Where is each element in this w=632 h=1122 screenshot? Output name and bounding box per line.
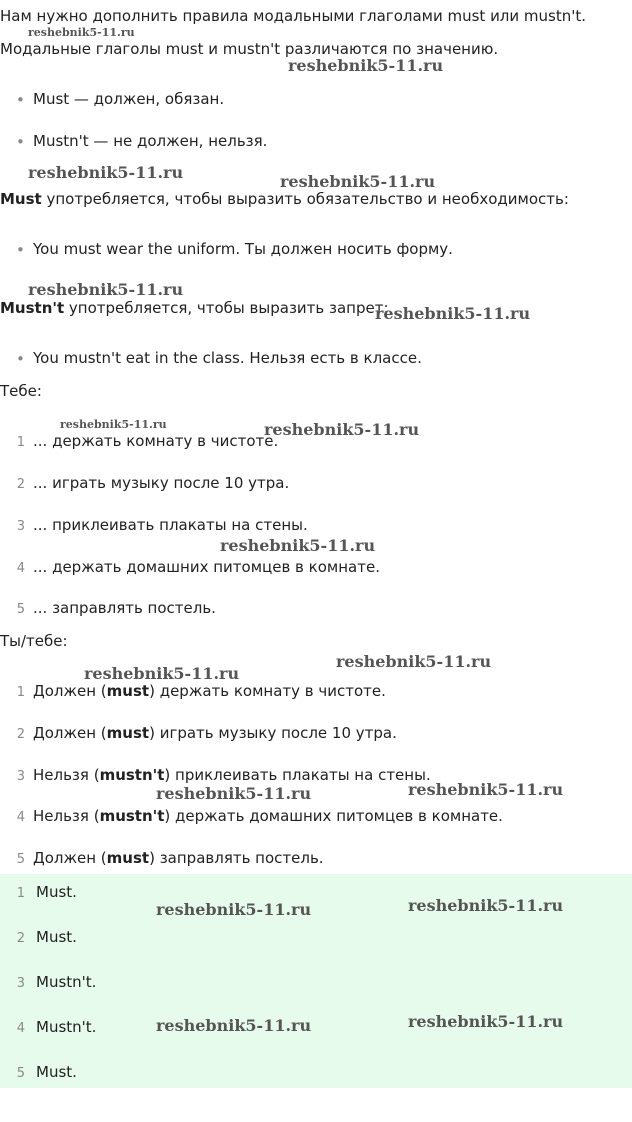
- answer-number: 4: [16, 1021, 25, 1036]
- list2-item: Должен (must) заправлять постель.: [33, 849, 324, 867]
- task-text: Нам нужно дополнить правила модальными глаголами must или mustn't.: [0, 7, 587, 25]
- list2-item: Должен (must) держать комнату в чистоте.: [33, 682, 386, 700]
- list2-item: Нельзя (mustn't) приклеивать плакаты на стены.: [33, 766, 431, 784]
- meaning-must: Must — должен, обязан.: [33, 90, 225, 108]
- mustnt-rule-rest: употребляется, чтобы выразить запрет:: [64, 299, 389, 317]
- watermark: reshebnik5-11.ru: [28, 26, 135, 39]
- list1-item: ... держать домашних питомцев в комнате.: [33, 558, 380, 576]
- watermark: reshebnik5-11.ru: [60, 418, 167, 431]
- bullet-icon: •: [16, 133, 25, 151]
- answer-item: Must.: [36, 1063, 77, 1081]
- list2-item: Нельзя (mustn't) держать домашних питомцев в комнате.: [33, 807, 503, 825]
- list1-item: ... держать комнату в чистоте.: [33, 432, 279, 450]
- watermark: reshebnik5-11.ru: [28, 163, 184, 182]
- watermark: reshebnik5-11.ru: [408, 780, 564, 799]
- answer-number: 3: [16, 976, 25, 991]
- heading-tebe: Тебе:: [0, 382, 42, 400]
- difference-text: Модальные глаголы must и mustn't различаются по значению.: [0, 40, 499, 58]
- must-example: You must wear the uniform. Ты должен носить форму.: [33, 240, 453, 258]
- watermark: reshebnik5-11.ru: [156, 1016, 312, 1035]
- list1-number: 1: [16, 435, 25, 450]
- watermark: reshebnik5-11.ru: [156, 784, 312, 803]
- bullet-icon: •: [16, 350, 25, 368]
- answer-number: 1: [16, 886, 25, 901]
- list1-item: ... заправлять постель.: [33, 599, 216, 617]
- answer-item: Mustn't.: [36, 1018, 97, 1036]
- bullet-icon: •: [16, 241, 25, 259]
- must-rule-bold: Must: [0, 190, 42, 208]
- list2-number: 2: [16, 727, 25, 742]
- mustnt-rule-bold: Mustn't: [0, 299, 65, 317]
- watermark: reshebnik5-11.ru: [156, 900, 312, 919]
- list1-number: 3: [16, 519, 25, 534]
- watermark: reshebnik5-11.ru: [264, 420, 420, 439]
- answer-number: 2: [16, 931, 25, 946]
- watermark: reshebnik5-11.ru: [220, 536, 376, 555]
- list2-item: Должен (must) играть музыку после 10 утра.: [33, 724, 397, 742]
- mustnt-example: You mustn't eat in the class. Нельзя есть в классе.: [33, 349, 422, 367]
- watermark: reshebnik5-11.ru: [336, 652, 492, 671]
- list2-number: 4: [16, 810, 25, 825]
- list1-item: ... приклеивать плакаты на стены.: [33, 516, 308, 534]
- mustnt-rule: [0, 299, 389, 317]
- answer-item: Must.: [36, 883, 77, 901]
- answer-item: Mustn't.: [36, 973, 97, 991]
- answer-number: 5: [16, 1066, 25, 1081]
- bullet-icon: •: [16, 91, 25, 109]
- watermark: reshebnik5-11.ru: [288, 56, 444, 75]
- list2-number: 5: [16, 852, 25, 867]
- watermark: reshebnik5-11.ru: [84, 664, 240, 683]
- must-rule: [0, 190, 569, 208]
- list1-number: 4: [16, 561, 25, 576]
- heading-ty-tebe: Ты/тебе:: [0, 632, 68, 650]
- list1-number: 2: [16, 477, 25, 492]
- watermark: reshebnik5-11.ru: [375, 304, 531, 323]
- list1-number: 5: [16, 602, 25, 617]
- answer-item: Must.: [36, 928, 77, 946]
- watermark: reshebnik5-11.ru: [408, 896, 564, 915]
- must-rule-rest: употребляется, чтобы выразить обязательство и необходимость:: [41, 190, 569, 208]
- meaning-mustnt: Mustn't — не должен, нельзя.: [33, 132, 268, 150]
- list2-number: 3: [16, 769, 25, 784]
- list2-number: 1: [16, 685, 25, 700]
- watermark: reshebnik5-11.ru: [28, 280, 184, 299]
- watermark: reshebnik5-11.ru: [408, 1012, 564, 1031]
- list1-item: ... играть музыку после 10 утра.: [33, 474, 290, 492]
- watermark: reshebnik5-11.ru: [280, 172, 436, 191]
